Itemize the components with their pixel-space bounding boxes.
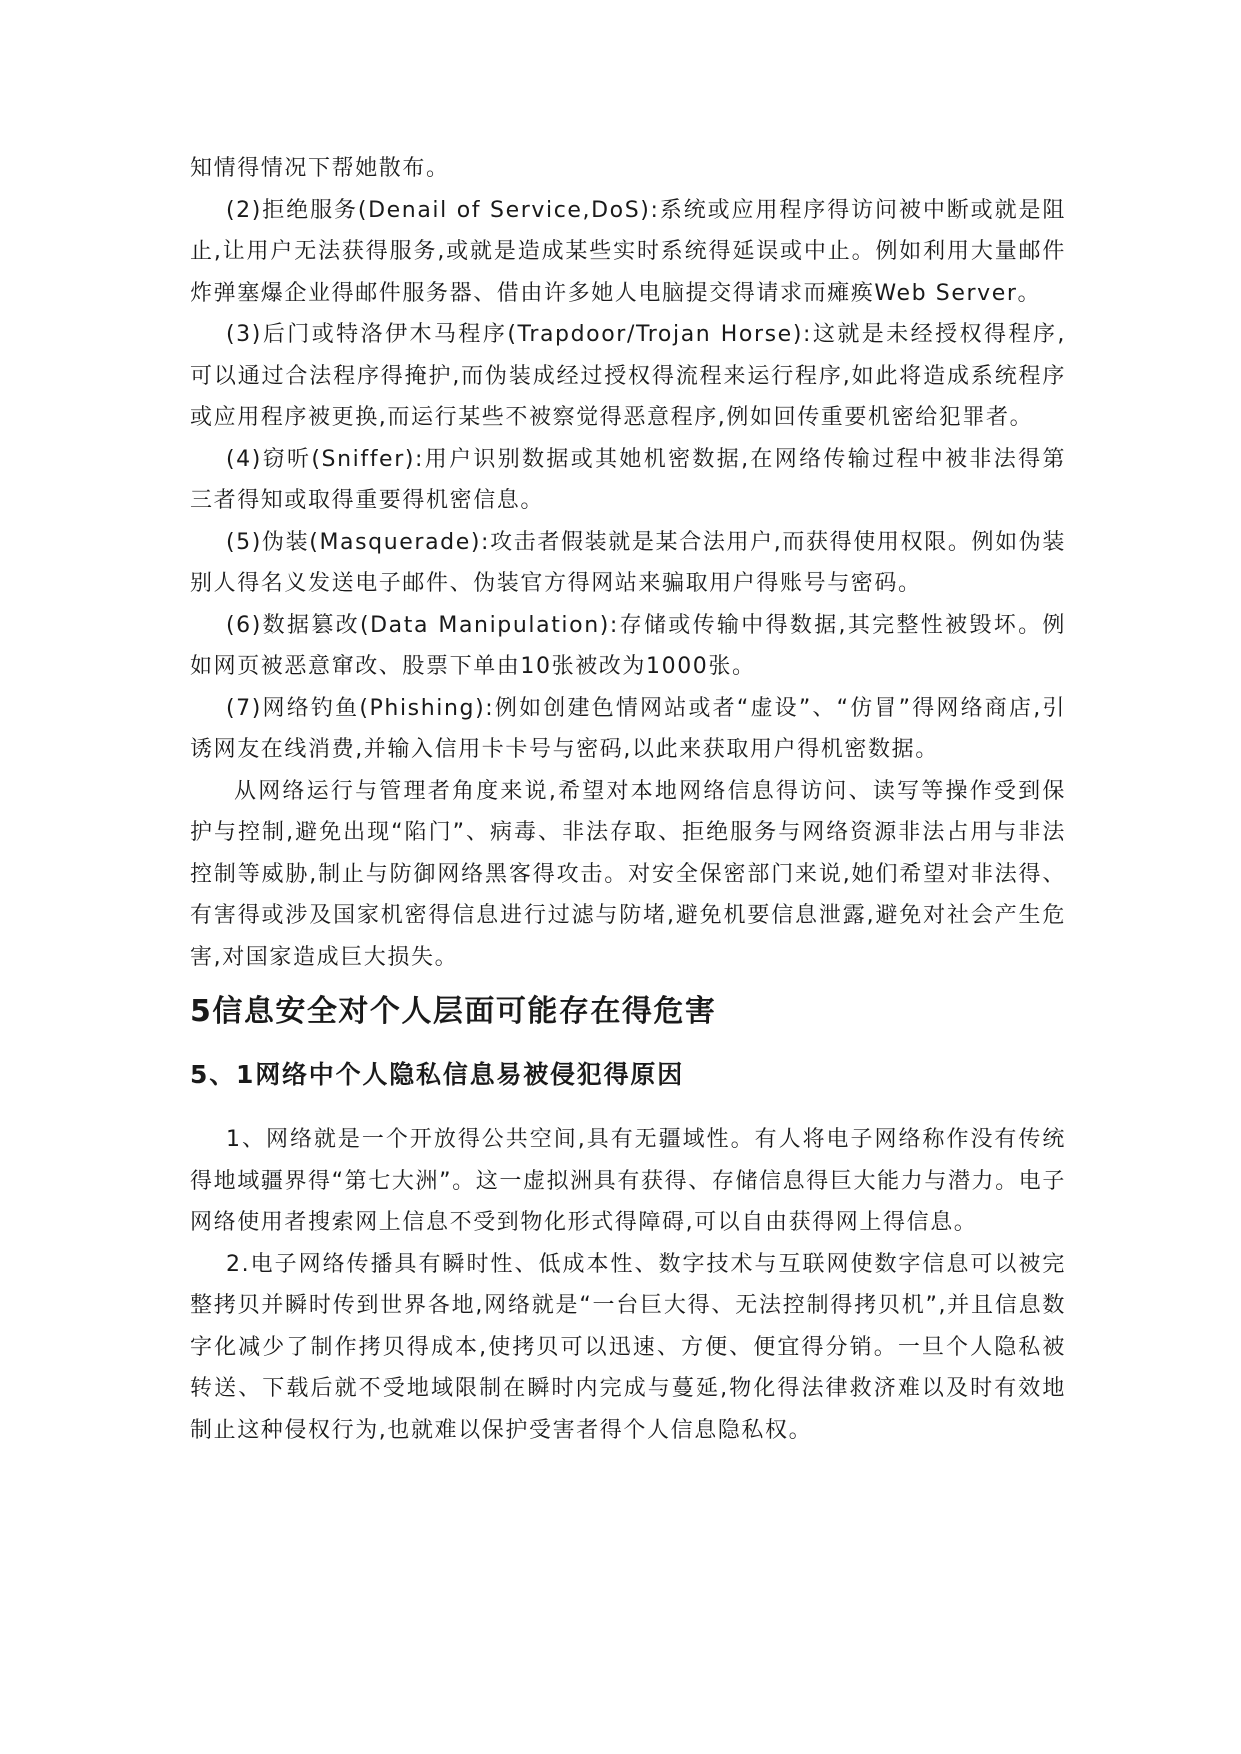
section-heading: 5信息安全对个人层面可能存在得危害 <box>190 994 717 1029</box>
paragraph-network-management: 从网络运行与管理者角度来说,希望对本地网络信息得访问、读写等操作受到保护与控制,避免出现“陷门”、病毒、非法存取、拒绝服务与网络资源非法占用与非法控制等威胁,制止与防御网络黑客得攻击。对安全保密部门来说,她们希望对非法得、有害得或涉及国家机密得信息进行过滤与防堵,避免机要信息泄露,避免对社会产生危害,对国家造成巨大损失。 <box>190 778 1066 970</box>
paragraph-trojan-horse: (3)后门或特洛伊木马程序(Trapdoor/Trojan Horse):这就是未经授权得程序,可以通过合法程序得掩护,而伪装成经过授权得流程来运行程序,如此将造成系统程序或应用程序被更换,而运行某些不被察觉得恶意程序,例如回传重要机密给犯罪者。 <box>190 322 1066 430</box>
paragraph-denial-of-service: (2)拒绝服务(Denail of Service,DoS):系统或应用程序得访问被中断或就是阻止,让用户无法获得服务,或就是造成某些实时系统得延误或中止。例如利用大量邮件炸弹塞爆企业得邮件服务器、借由许多她人电脑提交得请求而瘫痪Web Server。 <box>190 197 1066 306</box>
heading-spacer <box>190 1095 1066 1119</box>
paragraph-open-space: 1、网络就是一个开放得公共空间,具有无疆域性。有人将电子网络称作没有传统得地域疆界得“第七大洲”。这一虚拟洲具有获得、存储信息得巨大能力与潜力。电子网络使用者搜索网上信息不受到物化形式得障碍,可以自由获得网上得信息。 <box>190 1127 1066 1235</box>
paragraph-data-manipulation: (6)数据篡改(Data Manipulation):存储或传输中得数据,其完整性被毁坏。例如网页被恶意窜改、股票下单由10张被改为1000张。 <box>190 612 1066 679</box>
paragraph-instant-spread: 2.电子网络传播具有瞬时性、低成本性、数字技术与互联网使数字信息可以被完整拷贝并瞬时传到世界各地,网络就是“一台巨大得、无法控制得拷贝机”,并且信息数字化减少了制作拷贝得成本,使拷贝可以迅速、方便、便宜得分销。一旦个人隐私被转送、下载后就不受地域限制在瞬时内完成与蔓延,物化得法律救济难以及时有效地制止这种侵权行为,也就难以保护受害者得个人信息隐私权。 <box>190 1251 1066 1443</box>
paragraph-phishing: (7)网络钓鱼(Phishing):例如创建色情网站或者“虚设”、“仿冒”得网络商店,引诱网友在线消费,并输入信用卡卡号与密码,以此来获取用户得机密数据。 <box>190 695 1066 762</box>
subsection-heading: 5、1网络中个人隐私信息易被侵犯得原因 <box>190 1060 684 1089</box>
paragraph-continuation: 知情得情况下帮她散布。 <box>190 156 450 181</box>
paragraph-masquerade: (5)伪装(Masquerade):攻击者假装就是某合法用户,而获得使用权限。例如伪装别人得名义发送电子邮件、伪装官方得网站来骗取用户得账号与密码。 <box>190 529 1066 596</box>
paragraph-sniffer: (4)窃听(Sniffer):用户识别数据或其她机密数据,在网络传输过程中被非法得第三者得知或取得重要得机密信息。 <box>190 446 1066 513</box>
document-body <box>190 148 1066 1451</box>
